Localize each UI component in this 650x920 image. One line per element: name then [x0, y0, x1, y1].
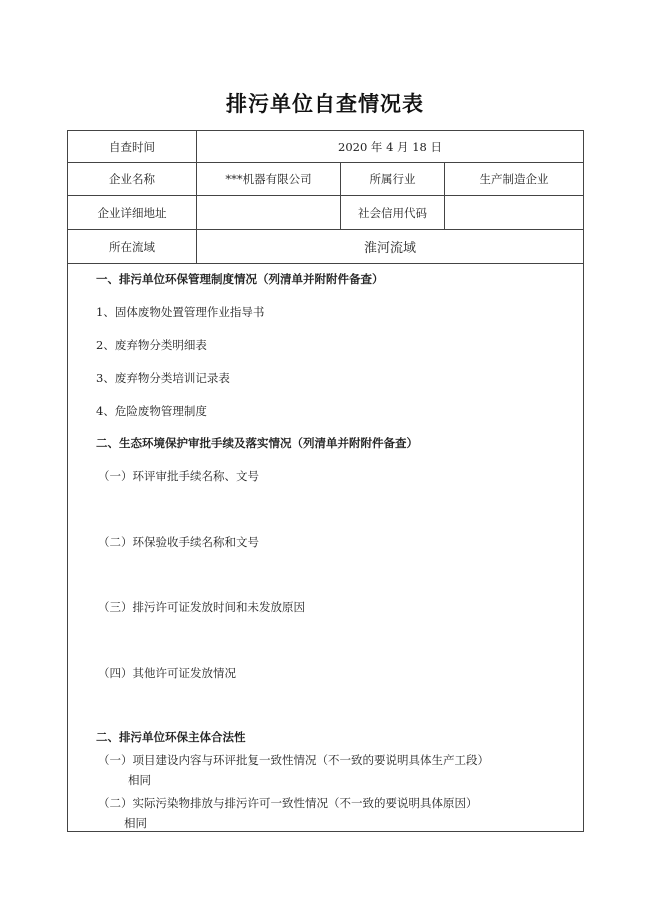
address-value: [197, 196, 341, 230]
section3-heading: 二、排污单位环保主体合法性: [96, 730, 246, 744]
page-title: 排污单位自查情况表: [226, 92, 424, 116]
list-item: 4、危险废物管理制度: [96, 404, 207, 418]
consistency-question-1: （一）项目建设内容与环评批复一致性情况（不一致的要说明具体生产工段）: [98, 753, 489, 767]
list-item: （二）环保验收手续名称和文号: [98, 535, 259, 549]
list-item: （三）排污许可证发放时间和未发放原因: [98, 600, 305, 614]
company-name-label: 企业名称: [68, 163, 197, 196]
basin-label: 所在流域: [68, 230, 197, 264]
credit-code-label: 社会信用代码: [341, 196, 445, 230]
consistency-answer-2: 相同: [124, 816, 147, 830]
consistency-question-2: （二）实际污染物排放与排污许可一致性情况（不一致的要说明具体原因）: [98, 796, 478, 810]
list-item: （四）其他许可证发放情况: [98, 666, 236, 680]
credit-code-value: [445, 196, 584, 230]
industry-label: 所属行业: [341, 163, 445, 196]
list-item: 2、废弃物分类明细表: [96, 338, 207, 352]
consistency-answer-1: 相同: [128, 773, 151, 787]
list-item: 1、固体废物处置管理作业指导书: [96, 305, 265, 319]
address-label: 企业详细地址: [68, 196, 197, 230]
section1-heading: 一、排污单位环保管理制度情况（列清单并附附件备查）: [96, 272, 384, 286]
basin-value: 淮河流域: [197, 230, 584, 264]
company-name-value: ***机器有限公司: [197, 163, 341, 196]
check-time-label: 自查时间: [68, 131, 197, 163]
section2-heading: 二、生态环境保护审批手续及落实情况（列清单并附附件备查）: [96, 436, 418, 450]
industry-value: 生产制造企业: [445, 163, 584, 196]
details-section: [67, 263, 584, 832]
list-item: （一）环评审批手续名称、文号: [98, 469, 259, 483]
info-table: [67, 130, 584, 264]
list-item: 3、废弃物分类培训记录表: [96, 371, 230, 385]
check-time-value: 2020 年 4 月 18 日: [197, 131, 584, 163]
